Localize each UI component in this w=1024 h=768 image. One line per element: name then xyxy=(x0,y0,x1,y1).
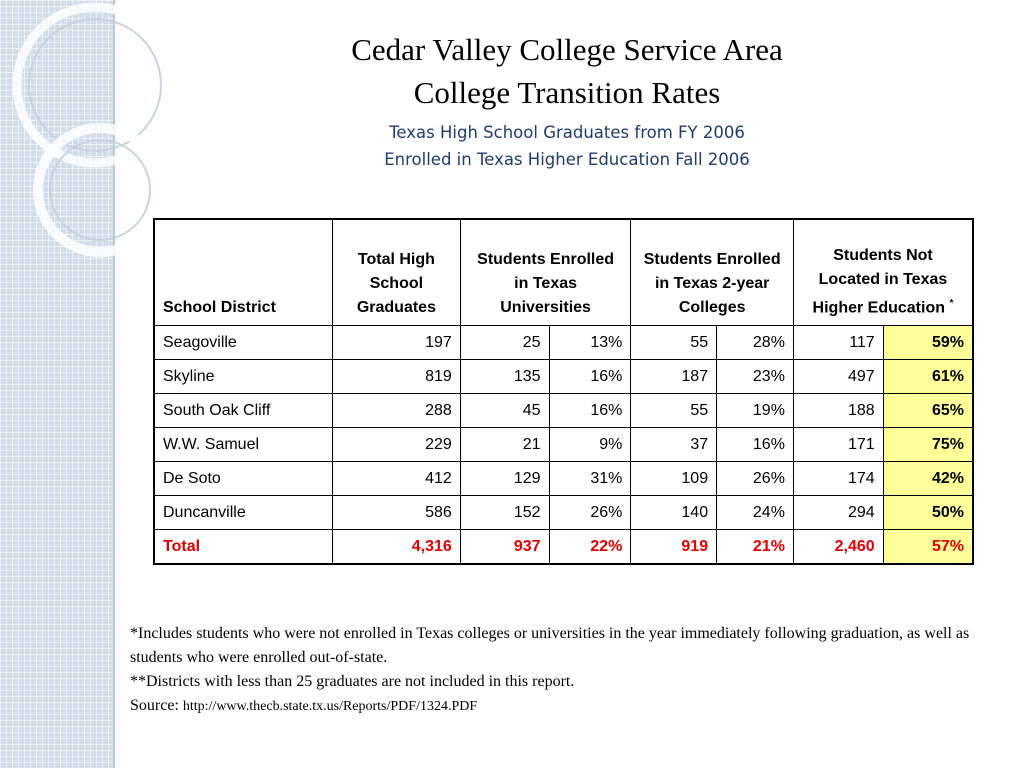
cell-not-located-pct: 75% xyxy=(883,428,973,462)
cell-not-located-pct: 59% xyxy=(883,326,973,360)
table-row xyxy=(154,394,973,428)
page-subtitle xyxy=(150,119,984,173)
cell-not-located-pct: 61% xyxy=(883,360,973,394)
header-school-district: School District xyxy=(154,219,333,326)
cell-total: 412 xyxy=(333,462,461,496)
table-row xyxy=(154,462,973,496)
cell-total: 288 xyxy=(333,394,461,428)
cell-univ-pct: 16% xyxy=(549,360,631,394)
cell-univ-pct: 16% xyxy=(549,394,631,428)
subtitle-line-2: Enrolled in Texas Higher Education Fall 2006 xyxy=(384,150,750,169)
cell-coll-count: 55 xyxy=(631,326,717,360)
cell-univ-count: 937 xyxy=(460,530,549,565)
cell-total: 586 xyxy=(333,496,461,530)
cell-district: De Soto xyxy=(154,462,333,496)
table-row xyxy=(154,496,973,530)
cell-univ-pct: 22% xyxy=(549,530,631,565)
cell-coll-count: 187 xyxy=(631,360,717,394)
cell-coll-count: 55 xyxy=(631,394,717,428)
cell-coll-pct: 24% xyxy=(717,496,794,530)
cell-univ-count: 21 xyxy=(460,428,549,462)
cell-district: W.W. Samuel xyxy=(154,428,333,462)
table-row xyxy=(154,428,973,462)
cell-univ-pct: 31% xyxy=(549,462,631,496)
cell-univ-pct: 26% xyxy=(549,496,631,530)
cell-total: 197 xyxy=(333,326,461,360)
header-footnote-mark: * xyxy=(949,297,954,309)
cell-coll-count: 919 xyxy=(631,530,717,565)
cell-univ-pct: 13% xyxy=(549,326,631,360)
cell-total: 229 xyxy=(333,428,461,462)
header-colleges: Students Enrolled in Texas 2-year Colleges xyxy=(631,219,794,326)
cell-not-located-count: 171 xyxy=(793,428,883,462)
cell-coll-pct: 16% xyxy=(717,428,794,462)
subtitle-line-1: Texas High School Graduates from FY 2006 xyxy=(389,123,745,142)
source-label: Source: xyxy=(130,697,179,714)
title-line-2: College Transition Rates xyxy=(413,75,721,110)
table-row xyxy=(154,360,973,394)
cell-coll-count: 109 xyxy=(631,462,717,496)
cell-not-located-count: 117 xyxy=(793,326,883,360)
footnote-2: **Districts with less than 25 graduates are not included in this report. xyxy=(130,673,575,690)
cell-univ-count: 45 xyxy=(460,394,549,428)
header-total-graduates: Total High School Graduates xyxy=(333,219,461,326)
cell-univ-count: 152 xyxy=(460,496,549,530)
cell-coll-count: 140 xyxy=(631,496,717,530)
cell-not-located-pct: 65% xyxy=(883,394,973,428)
cell-univ-count: 129 xyxy=(460,462,549,496)
cell-coll-pct: 19% xyxy=(717,394,794,428)
source-url: http://www.thecb.state.tx.us/Reports/PDF/1324.PDF xyxy=(182,699,478,714)
title-line-1: Cedar Valley College Service Area xyxy=(351,32,783,67)
page-title xyxy=(150,28,984,114)
cell-district: Duncanville xyxy=(154,496,333,530)
cell-not-located-count: 188 xyxy=(793,394,883,428)
cell-not-located-count: 2,460 xyxy=(793,530,883,565)
header-universities: Students Enrolled in Texas Universities xyxy=(460,219,631,326)
footnotes xyxy=(130,622,990,719)
cell-not-located-pct: 50% xyxy=(883,496,973,530)
cell-univ-pct: 9% xyxy=(549,428,631,462)
cell-coll-pct: 26% xyxy=(717,462,794,496)
transition-rates-table xyxy=(153,218,974,565)
header-not-located-text: Students Not Located in Texas Higher Education xyxy=(812,246,948,316)
cell-district: South Oak Cliff xyxy=(154,394,333,428)
cell-coll-count: 37 xyxy=(631,428,717,462)
footnote-1: *Includes students who were not enrolled in Texas colleges or universities in the year immediately following graduation, as well as students who were enrolled out-of-state. xyxy=(130,625,970,666)
cell-coll-pct: 21% xyxy=(717,530,794,565)
cell-not-located-count: 294 xyxy=(793,496,883,530)
cell-univ-count: 25 xyxy=(460,326,549,360)
table-total-row xyxy=(154,530,973,565)
cell-district: Skyline xyxy=(154,360,333,394)
header-not-located xyxy=(793,219,973,326)
cell-district: Seagoville xyxy=(154,326,333,360)
cell-not-located-count: 174 xyxy=(793,462,883,496)
cell-not-located-count: 497 xyxy=(793,360,883,394)
cell-coll-pct: 23% xyxy=(717,360,794,394)
cell-univ-count: 135 xyxy=(460,360,549,394)
table-row xyxy=(154,326,973,360)
table-header-row xyxy=(154,219,973,326)
cell-total: 4,316 xyxy=(333,530,461,565)
cell-not-located-pct: 57% xyxy=(883,530,973,565)
cell-district: Total xyxy=(154,530,333,565)
cell-coll-pct: 28% xyxy=(717,326,794,360)
cell-not-located-pct: 42% xyxy=(883,462,973,496)
cell-total: 819 xyxy=(333,360,461,394)
source-line xyxy=(130,694,990,719)
